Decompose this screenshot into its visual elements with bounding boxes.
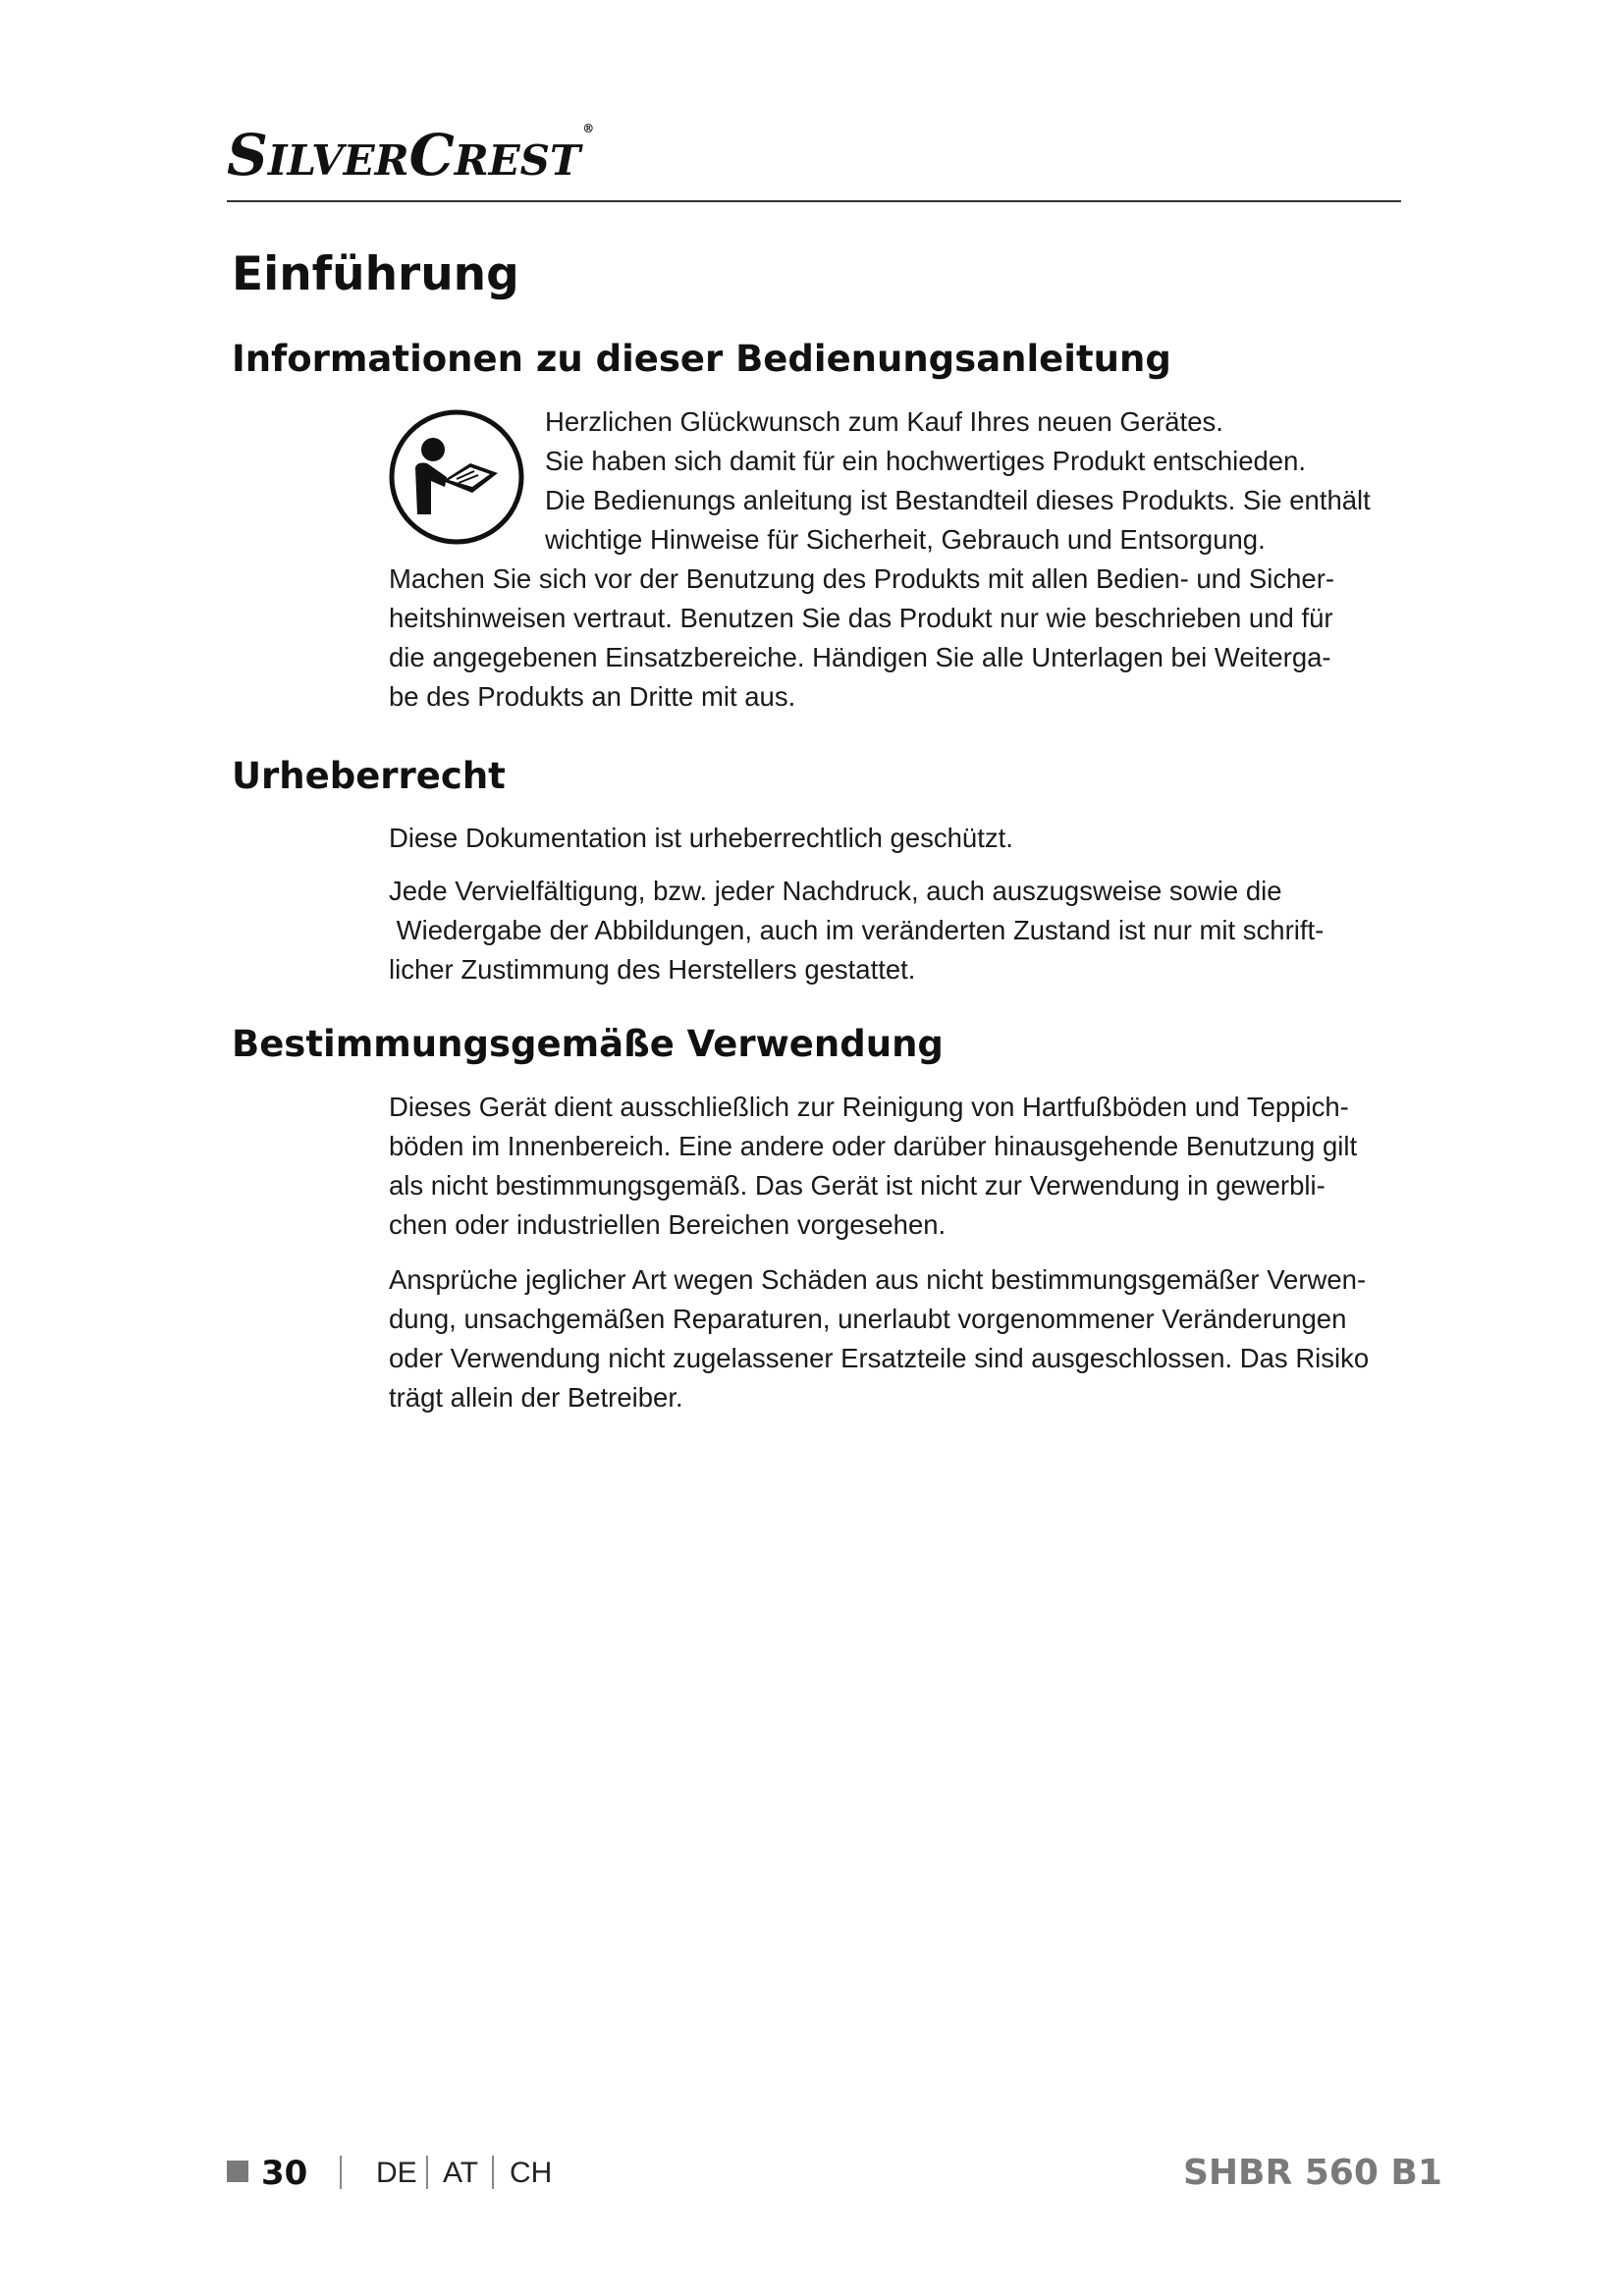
- info-intro: Herzlichen Glückwunsch zum Kauf Ihres neuen Gerätes. Sie haben sich damit für ein hochwertiges Produkt entschieden. Die Bedienungs anleitung ist Bestandteil dieses Produkts. Sie enthält wichtige Hinweise für Sicherheit, Gebrauch und Entsorgung.: [545, 406, 1371, 555]
- footer-lang-de: DE: [376, 2157, 417, 2189]
- page-marker-square: [227, 2161, 248, 2182]
- footer-separator: [426, 2156, 428, 2189]
- header-rule: [227, 200, 1401, 202]
- section-title-intended-use: Bestimmungsgemäße Verwendung: [232, 1023, 944, 1065]
- footer-lang-at: AT: [443, 2157, 479, 2189]
- section-title-copyright: Urheberrecht: [232, 755, 506, 797]
- footer-lang-ch: CH: [510, 2157, 553, 2189]
- brand-logo: SILVERCREST®: [227, 122, 595, 188]
- intended-use-p1: Dieses Gerät dient ausschließlich zur Reinigung von Hartfußböden und Teppich- böden im Innenbereich. Eine andere oder darüber hinausgehende Benutzung gilt als nicht bestimmungsgemäß. Das Gerät ist nicht zur Verwendung in gewerbli- chen oder industriellen Bereichen vorgesehen.: [389, 1092, 1358, 1240]
- info-body: Machen Sie sich vor der Benutzung des Produkts mit allen Bedien- und Sicher- heitshinweisen vertraut. Benutzen Sie das Produkt nur wie beschrieben und für die angegebenen Einsatzbereiche. Händigen Sie alle Unterlagen bei Weiterga- be des Produkts an Dritte mit aus.: [389, 563, 1335, 712]
- copyright-p1: Diese Dokumentation ist urheberrechtlich geschützt.: [389, 823, 1013, 853]
- model-number: SHBR 560 B1: [1183, 2153, 1442, 2193]
- intended-use-p2: Ansprüche jeglicher Art wegen Schäden aus nicht bestimmungsgemäßer Verwen- dung, unsachgemäßen Reparaturen, unerlaubt vorgenommener Veränderungen oder Verwendung nicht zugelassener Ersatzteile sind ausgeschlossen. Das Risiko trägt allein der Betreiber.: [389, 1264, 1370, 1413]
- read-manual-icon: [388, 408, 525, 546]
- page-number: 30: [261, 2154, 308, 2193]
- footer-separator: [340, 2156, 342, 2189]
- copyright-p2: Jede Vervielfältigung, bzw. jeder Nachdruck, auch auszugsweise sowie die Wiedergabe der Abbildungen, auch im veränderten Zustand ist nur mit schrift- licher Zustimmung des Herstellers gestattet.: [389, 876, 1325, 985]
- footer-separator: [492, 2156, 494, 2189]
- section-title-info: Informationen zu dieser Bedienungsanleitung: [232, 338, 1171, 380]
- page-title: Einführung: [232, 247, 519, 301]
